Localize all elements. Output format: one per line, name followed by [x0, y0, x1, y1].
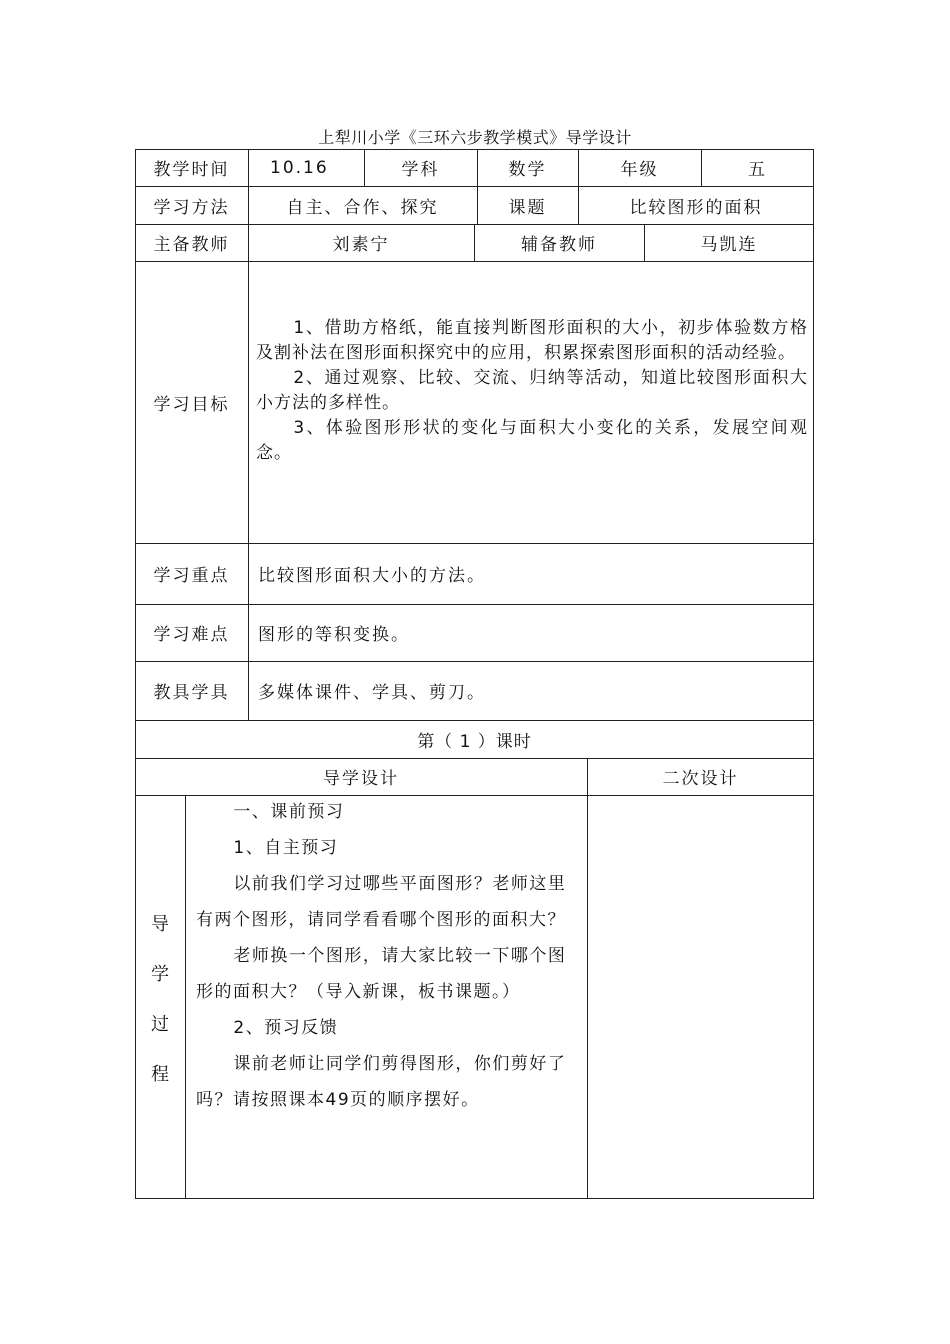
- key-point-label: 学习重点: [153, 566, 230, 586]
- subject-value: 数学: [508, 160, 547, 180]
- assist-teacher-label: 辅备教师: [521, 235, 597, 255]
- key-point-value: 比较图形面积大小的方法。: [258, 566, 486, 586]
- difficulty-row: [135, 604, 814, 661]
- process-content: [196, 794, 578, 1118]
- difficulty-value: 图形的等积变换。: [258, 625, 410, 645]
- goal-item: 3、体验图形形状的变化与面积大小变化的关系，发展空间观念。: [256, 418, 808, 463]
- topic-label: 课题: [508, 197, 547, 218]
- materials-row: [135, 661, 814, 720]
- topic-value: 比较图形的面积: [629, 197, 763, 218]
- main-teacher-value: 刘素宁: [332, 235, 390, 255]
- lesson-row: [135, 720, 814, 758]
- goal-item: 2、通过观察、比较、交流、归纳等活动，知道比较图形面积大小方法的多样性。: [256, 368, 808, 413]
- process-side-label: 导 学 过 程: [151, 914, 169, 1085]
- process-line: 2、预习反馈: [233, 1018, 339, 1038]
- lesson-count: 第（ 1 ）课时: [417, 731, 532, 752]
- process-line: 以前我们学习过哪些平面图形？老师这里有两个图形，请同学看看哪个图形的面积大？: [196, 874, 567, 930]
- info-row-time: [135, 149, 814, 186]
- materials-value: 多媒体课件、学具、剪刀。: [258, 683, 486, 703]
- time-label: 教学时间: [153, 160, 230, 180]
- design-header: 导学设计: [323, 769, 399, 789]
- process-line: 老师换一个图形，请大家比较一下哪个图形的面积大？（导入新课，板书课题。）: [196, 946, 567, 1002]
- goals-content: [256, 316, 808, 466]
- grade-value: 五: [748, 160, 767, 180]
- document-title: 上犁川小学《三环六步教学模式》导学设计: [318, 128, 632, 147]
- process-line: 1、自主预习: [233, 838, 339, 858]
- process-line: 课前老师让同学们剪得图形，你们剪好了吗？请按照课本49页的顺序摆好。: [196, 1054, 567, 1110]
- grade-label: 年级: [620, 160, 659, 180]
- time-value: 10.16: [270, 157, 329, 178]
- info-row-teachers: [135, 224, 814, 261]
- subject-label: 学科: [401, 160, 440, 180]
- assist-teacher-value: 马凯连: [700, 235, 758, 255]
- key-point-row: [135, 543, 814, 604]
- second-design-header: 二次设计: [662, 769, 739, 789]
- difficulty-label: 学习难点: [153, 625, 230, 645]
- goals-label: 学习目标: [153, 394, 230, 415]
- method-value: 自主、合作、探究: [286, 197, 439, 218]
- materials-label: 教具学具: [153, 683, 230, 703]
- info-row-method: [135, 186, 814, 224]
- process-line: 一、课前预习: [233, 802, 345, 822]
- goal-item: 1、借助方格纸，能直接判断图形面积的大小，初步体验数方格及割补法在图形面积探究中的应用，积累探索图形面积的活动经验。: [256, 318, 808, 363]
- method-label: 学习方法: [153, 197, 230, 218]
- main-teacher-label: 主备教师: [153, 235, 230, 255]
- design-header-row: [135, 758, 814, 795]
